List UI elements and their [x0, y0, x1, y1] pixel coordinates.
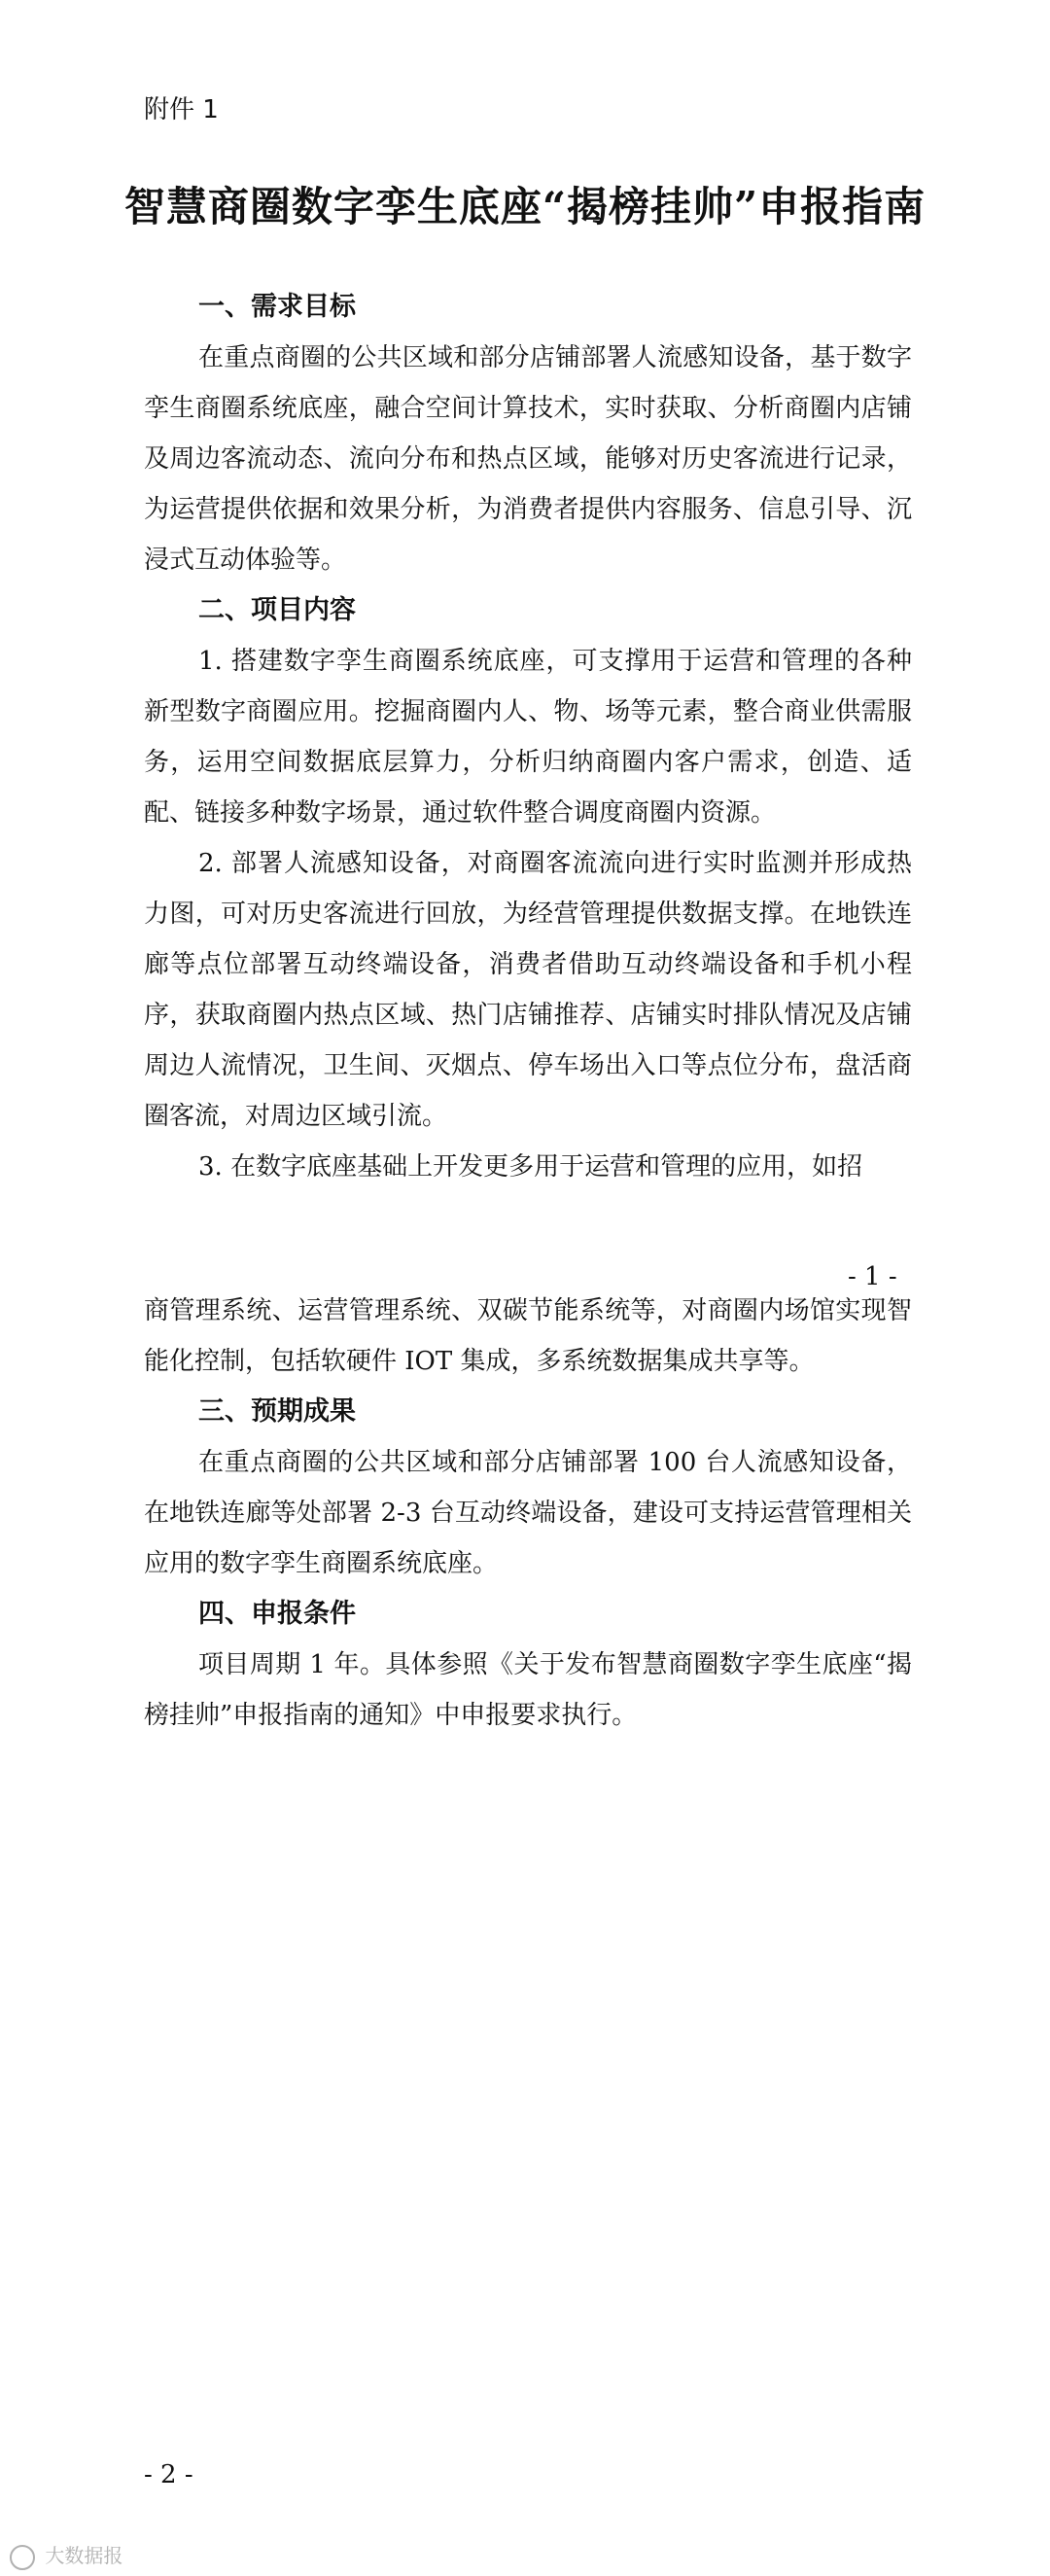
section-paragraph: 项目周期 1 年。具体参照《关于发布智慧商圈数字孪生底座“揭榜挂帅”申报指南的通知》中申报要求执行。 — [144, 1650, 912, 1730]
section-heading: 二、项目内容 — [198, 595, 356, 625]
attachment-label: 附件 1 — [144, 95, 219, 124]
page2-content — [144, 1286, 912, 1741]
watermark-text: 大数据报 — [45, 2544, 123, 2567]
section-heading: 三、预期成果 — [198, 1396, 356, 1427]
section-heading: 一、需求目标 — [198, 292, 356, 322]
watermark-logo-icon — [10, 2545, 35, 2570]
section-demand-goals — [144, 282, 912, 585]
content-item-2: 2. 部署人流感知设备，对商圈客流流向进行实时监测并形成热力图，可对历史客流进行回放，为经营管理提供数据支撑。在地铁连廊等点位部署互动终端设备，消费者借助互动终端设备和手机小程序，获取商圈内热点区域、热门店铺推荐、店铺实时排队情况及店铺周边人流情况，卫生间、灭烟点、停车场出入口等点位分布，盘活商圈客流，对周边区域引流。 — [144, 849, 912, 1131]
page-number-1: - 1 - — [848, 1262, 897, 1291]
watermark — [10, 2540, 122, 2570]
section-paragraph: 在重点商圈的公共区域和部分店铺部署人流感知设备，基于数字孪生商圈系统底座，融合空间计算技术，实时获取、分析商圈内店铺及周边客流动态、流向分布和热点区域，能够对历史客流进行记录，为运营提供依据和效果分析，为消费者提供内容服务、信息引导、沉浸式互动体验等。 — [144, 343, 912, 575]
section-paragraph: 在重点商圈的公共区域和部分店铺部署 100 台人流感知设备，在地铁连廊等处部署 2-3 台互动终端设备，建设可支持运营管理相关应用的数字孪生商圈系统底座。 — [144, 1448, 912, 1578]
document-title: 智慧商圈数字孪生底座“揭榜挂帅”申报指南 — [123, 183, 927, 230]
continuation-paragraph: 商管理系统、运营管理系统、双碳节能系统等，对商圈内场馆实现智能化控制，包括软硬件 IOT 集成，多系统数据集成共享等。 — [144, 1296, 912, 1376]
section-heading: 四、申报条件 — [198, 1599, 356, 1629]
content-item-3: 3. 在数字底座基础上开发更多用于运营和管理的应用，如招 — [198, 1152, 863, 1182]
section-project-content — [144, 585, 912, 1192]
content-item-1: 1. 搭建数字孪生商圈系统底座，可支撑用于运营和管理的各种新型数字商圈应用。挖掘商圈内人、物、场等元素，整合商业供需服务，运用空间数据底层算力，分析归纳商圈内客户需求，创造、适配、链接多种数字场景，通过软件整合调度商圈内资源。 — [144, 647, 912, 828]
page-number-2: - 2 - — [144, 2460, 193, 2489]
